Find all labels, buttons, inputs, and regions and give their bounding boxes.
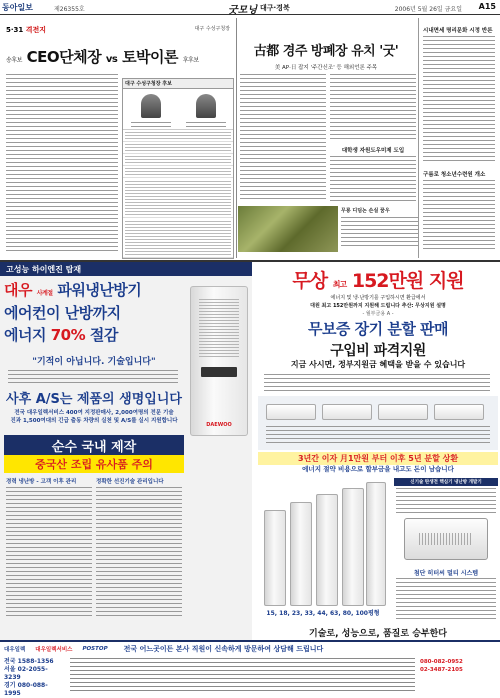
heater-unit-image <box>264 510 286 606</box>
page-number: A15 <box>478 2 496 11</box>
column-divider <box>236 18 237 258</box>
subsidy-ad <box>254 262 500 640</box>
brief-body <box>423 36 495 164</box>
season-label: 사계절 <box>36 290 53 297</box>
counterfeit-warning: 중국산 조립 유사품 주의 <box>4 455 184 473</box>
candidate-name <box>186 122 226 128</box>
advertisement <box>0 260 500 697</box>
interest-banner: 3년간 이자 月1만원 부터 이후 5년 분할 상환 <box>258 452 498 465</box>
table-row <box>123 142 233 154</box>
table-row <box>123 178 233 218</box>
savings-label: 절감 <box>89 326 118 344</box>
subsidy-note: - 월부금용 A - <box>362 311 394 317</box>
system-text <box>396 488 496 514</box>
domestic-made-banner: 순수 국내 제작 <box>4 435 184 456</box>
district-label: 대구 수성구청장 <box>194 26 230 32</box>
main-headline: 古都 경주 방폐장 유치 '굿' <box>253 44 399 59</box>
product-lineup <box>258 396 498 450</box>
brand-daewoo: 대우일렉 <box>4 647 26 653</box>
system-label: 신기술 탄생전 핵심기 냉난방 개발기 <box>394 478 498 486</box>
heater-unit-image <box>290 502 312 606</box>
air-conditioner-image <box>322 404 372 420</box>
candidate-photo <box>196 94 216 118</box>
energy-savings <box>4 324 184 344</box>
heater-brand: DAEWOO <box>206 422 232 428</box>
main-subheadline: 美 AP·日 잡지 '주간신조' 등 해외언론 주목 <box>274 65 378 71</box>
table-row <box>123 154 233 166</box>
energy-label: 에너지 <box>4 326 46 344</box>
detail-text <box>6 487 92 617</box>
article-body <box>330 74 416 140</box>
detail-heading: 경력 냉난방 - 고객 이후 관리 <box>6 479 77 485</box>
ceiling-unit-image <box>404 518 488 560</box>
after-service-line: 진과 1,500여대의 긴급 출동 차량의 실천 및 A/S를 실시 지원합니다 <box>10 418 178 424</box>
headline-part-1: CEO단체장 <box>26 48 102 66</box>
purchase-support-headline: 구입비 파격지원 <box>330 343 426 359</box>
brief-headline: 시내면세 명리문화 시정 반론 <box>423 28 493 34</box>
paper-name: 동아일보 <box>2 3 33 12</box>
news-brief-column <box>418 18 498 258</box>
headline-part-2: 토박이론 <box>122 48 179 66</box>
article-body <box>6 74 118 254</box>
subsidy-headline <box>258 266 498 293</box>
hotline-gyeonggi: 경기 080-088-1995 <box>4 682 48 697</box>
after-service-title: 사후 A/S는 제품의 생명입니다 <box>6 392 182 407</box>
ad-body-text <box>8 370 178 386</box>
air-conditioner-image <box>266 404 316 420</box>
dealer-directory <box>70 658 415 692</box>
hotline-list <box>4 658 64 698</box>
issue-number: 제26355호 <box>54 6 85 13</box>
heater-lineup <box>258 478 388 628</box>
ad-tagline: 기술로, 성능으로, 품질로 승부한다 <box>309 629 447 639</box>
table-row <box>123 218 233 258</box>
photo-caption <box>341 208 419 247</box>
page-date: 2006년 5월 26일 금요일 <box>394 6 462 13</box>
candidate-photo <box>141 94 161 118</box>
heater-unit-image <box>366 482 386 606</box>
gyeongju-story <box>238 18 498 258</box>
brand-daewoo-service: 대우일렉서비스 <box>35 647 73 653</box>
candidate-names <box>123 121 233 130</box>
table-cell <box>125 156 231 164</box>
brand-name: 대우 <box>4 281 32 299</box>
brand-strip <box>0 642 500 656</box>
air-conditioner-image <box>434 404 484 420</box>
heater-unit-image <box>342 488 364 606</box>
heater-grille <box>199 299 239 359</box>
air-conditioner-image <box>378 404 428 420</box>
size-options: 15, 18, 23, 33, 44, 63, 80, 100평형 <box>266 610 380 617</box>
detail-heading: 정확한 선진기술 관리입니다 <box>96 479 164 485</box>
max-label: 최고 <box>332 280 347 289</box>
candidate-table <box>122 78 234 259</box>
detail-text <box>96 487 182 617</box>
table-row <box>123 166 233 178</box>
hq-contacts <box>420 658 498 674</box>
versus: vs <box>105 54 118 65</box>
hotline-seoul: 서울 02-2055-3239 <box>4 666 48 681</box>
article-body <box>240 74 326 202</box>
heater-ad <box>0 262 252 640</box>
product-name: 파워냉난방기 <box>57 281 142 299</box>
masthead <box>0 0 500 15</box>
photo-caption-text <box>341 217 419 247</box>
heater-product-image <box>190 286 248 436</box>
subsidy-amount: 152만원 <box>351 270 424 292</box>
table-cell <box>125 181 231 215</box>
candidate-a-label: 송후보 <box>6 57 22 64</box>
support-label: 지원 <box>428 270 464 292</box>
heater-unit-image <box>316 494 338 606</box>
market-photo <box>238 206 338 252</box>
hq-phone: 02-3487-2105 <box>420 667 463 673</box>
slogan: "기적이 아닙니다. 기술입니다" <box>32 357 156 367</box>
after-service-line: 전국 대우일렉서비스 400여 지정판매사, 2,000여명의 전문 기술 <box>14 410 174 416</box>
section-subtitle: 대구·경북 <box>260 4 290 12</box>
heater-title <box>4 279 184 301</box>
election-headline <box>6 46 234 68</box>
ad-body-text <box>264 374 490 392</box>
installment-headline: 무보증 장기 분할 판매 <box>307 320 449 338</box>
ad-details <box>4 475 184 625</box>
candidate-name <box>131 122 171 128</box>
system-text <box>396 578 496 622</box>
multi-system-label: 첨단 히터씨 멀티 시스템 <box>413 570 479 577</box>
brief-body <box>423 180 495 252</box>
candidate-b-label: 후후보 <box>182 57 199 64</box>
free-label: 무상 <box>292 270 328 292</box>
ad-banner: 고성능 하이엔진 탑재 <box>0 262 252 276</box>
table-cell <box>125 144 231 152</box>
table-cell <box>125 132 231 140</box>
hotline-national: 전국 1588-1356 <box>4 658 54 665</box>
hq-phone: 080-082-0952 <box>420 659 463 665</box>
energy-savings-text: 에너지 절약 비용으로 할부금을 내고도 돈이 남습니다 <box>302 465 454 473</box>
heater-control-panel <box>201 367 237 377</box>
photo-caption-title: 무릉 디딤논 손실 꿈우 <box>341 208 390 214</box>
sub-article-headline: 대학생 자원도우미제 도입 <box>341 148 405 154</box>
brief-headline: 구름로 청소년수련원 개소 <box>423 172 486 178</box>
table-row <box>123 130 233 142</box>
candidate-table-title: 대구 수성구청장 후보 <box>123 79 233 89</box>
government-support-text: 지금 사시면, 정부지원금 혜택을 받을 수 있습니다 <box>290 360 466 369</box>
candidate-photos <box>123 89 233 121</box>
visit-cta: 전국 어느곳이든 본사 직원이 신속하게 방문하여 상담해 드립니다 <box>123 645 324 653</box>
product-specs <box>266 426 490 444</box>
section-logo: 굿모닝 <box>228 5 257 16</box>
energy-percent: 70% <box>50 326 86 344</box>
brand-postop: POSTOP <box>82 646 108 652</box>
subsidy-text: 에너지 및 냉·난방기를 구입하시면 환급에서 <box>330 295 426 301</box>
subsidy-text: 대원 최고 152만원까지 지원해 드립니다 추산: 무상지원 설명 <box>310 303 446 309</box>
table-cell <box>125 221 231 255</box>
article-body <box>330 156 416 202</box>
election-date-tag <box>6 25 46 35</box>
heater-subtitle: 에어컨이 난방까지 <box>4 304 121 322</box>
table-cell <box>125 168 231 176</box>
election-story <box>2 18 234 258</box>
battleground-label: 격전지 <box>25 26 47 34</box>
election-date: 5·31 <box>6 26 24 34</box>
ad-footer <box>0 640 500 697</box>
